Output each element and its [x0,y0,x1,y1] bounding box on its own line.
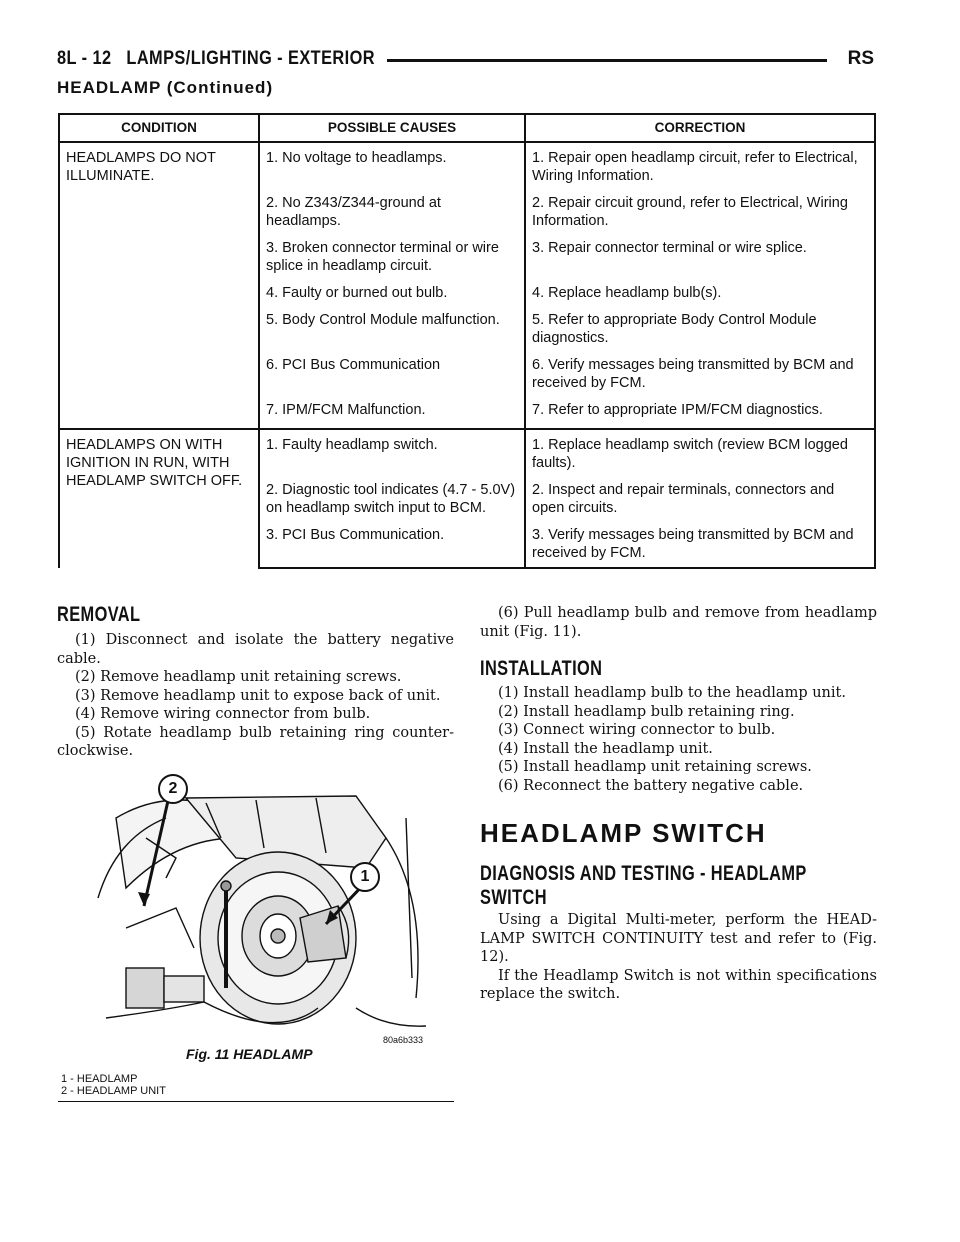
cause-cell: 2. No Z343/Z344-ground at headlamps. [259,194,525,239]
continued-heading: HEADLAMP (Continued) [57,78,274,97]
cause-cell: 2. Diagnostic tool indicates (4.7 - 5.0V) on headlamp switch input to BCM. [259,481,525,526]
diagnosis-testing-heading [480,862,886,910]
chapter-title: LAMPS/LIGHTING - EXTERIOR [126,48,375,69]
removal-heading: REMOVAL [57,603,141,626]
callout-1-badge [350,862,380,892]
correction-cell: 6. Verify messages being transmitted by BCM and received by FCM. [525,356,875,401]
cause-cell: 1. Faulty headlamp switch. [259,429,525,481]
page-header [57,48,375,70]
headlamp-switch-text [480,911,877,1004]
cause-cell: 6. PCI Bus Communication [259,356,525,401]
cause-cell: 3. PCI Bus Communication. [259,526,525,568]
header-rule [387,59,827,62]
paragraph: If the Headlamp Switch is not within specifications replace the switch. [480,967,877,1002]
headlamp-illustration [86,778,454,1046]
legend-rule [58,1101,454,1102]
correction-cell: 2. Repair circuit ground, refer to Electrical, Wiring Information. [525,194,875,239]
model-code: RS [847,48,874,69]
correction-cell: 1. Replace headlamp switch (review BCM logged faults). [525,429,875,481]
cause-cell: 1. No voltage to headlamps. [259,142,525,194]
column-header: POSSIBLE CAUSES [259,114,525,142]
installation-steps [480,684,877,795]
section-number: 8L - 12 [57,48,112,69]
removal-step: (3) Remove headlamp unit to expose back of unit. [75,687,441,704]
headlamp-switch-heading: HEADLAMP SWITCH [480,818,767,848]
column-header: CONDITION [59,114,259,142]
correction-cell: 3. Repair connector terminal or wire splice. [525,239,875,284]
figure-code: 80a6b333 [383,1035,424,1045]
condition-cell: HEADLAMPS ON WITH IGNITION IN RUN, WITH HEADLAMP SWITCH OFF. [59,429,259,568]
installation-step: (3) Connect wiring connector to bulb. [498,722,776,738]
removal-steps [57,631,454,761]
correction-cell: 3. Verify messages being transmitted by BCM and received by FCM. [525,526,875,568]
paragraph: Using a Digital Multi-meter, perform the HEAD-LAMP SWITCH CONTINUITY test and refer to (Fig. 12). [480,912,877,965]
callout-1-label: 1 [360,868,370,885]
table-row [59,142,875,194]
table-row [59,429,875,481]
diagnosis-heading-line: DIAGNOSIS AND TESTING - HEADLAMP [480,862,807,885]
cause-cell: 5. Body Control Module malfunction. [259,311,525,356]
installation-step: (4) Install the headlamp unit. [498,740,713,757]
diagnosis-heading-line: SWITCH [480,886,547,909]
condition-cell: HEADLAMPS DO NOT ILLUMINATE. [59,142,259,429]
legend-item: 2 - HEADLAMP UNIT [61,1085,166,1097]
removal-step: (1) Disconnect and isolate the battery negative cable. [57,632,454,667]
installation-step: (1) Install headlamp bulb to the headlamp unit. [498,685,846,701]
correction-cell: 4. Replace headlamp bulb(s). [525,284,875,311]
correction-cell: 5. Refer to appropriate Body Control Module diagnostics. [525,311,875,356]
removal-step: (6) Pull headlamp bulb and remove from headlamp unit (Fig. 11). [480,605,877,640]
installation-step: (2) Install headlamp bulb retaining ring. [498,703,795,720]
cause-cell: 7. IPM/FCM Malfunction. [259,401,525,429]
callout-2-badge [158,774,188,804]
correction-cell: 1. Repair open headlamp circuit, refer to Electrical, Wiring Information. [525,142,875,194]
diagnosis-table [58,113,876,569]
callout-2-label: 2 [168,780,178,797]
correction-cell: 2. Inspect and repair terminals, connectors and open circuits. [525,481,875,526]
headlamp-figure [86,778,454,1046]
legend-item: 1 - HEADLAMP [61,1073,138,1085]
removal-steps-continued [480,604,877,641]
table-header-row [59,114,875,142]
installation-step: (5) Install headlamp unit retaining screws. [498,759,812,775]
installation-heading: INSTALLATION [480,657,603,680]
figure-caption: Fig. 11 HEADLAMP [186,1046,313,1062]
removal-step: (4) Remove wiring connector from bulb. [75,706,371,722]
removal-step: (2) Remove headlamp unit retaining screws. [75,669,402,685]
column-header: CORRECTION [525,114,875,142]
correction-cell: 7. Refer to appropriate IPM/FCM diagnostics. [525,401,875,429]
cause-cell: 4. Faulty or burned out bulb. [259,284,525,311]
installation-step: (6) Reconnect the battery negative cable. [498,777,804,794]
cause-cell: 3. Broken connector terminal or wire splice in headlamp circuit. [259,239,525,284]
figure-legend [61,1073,166,1097]
removal-step: (5) Rotate headlamp bulb retaining ring counter-clockwise. [57,724,454,759]
